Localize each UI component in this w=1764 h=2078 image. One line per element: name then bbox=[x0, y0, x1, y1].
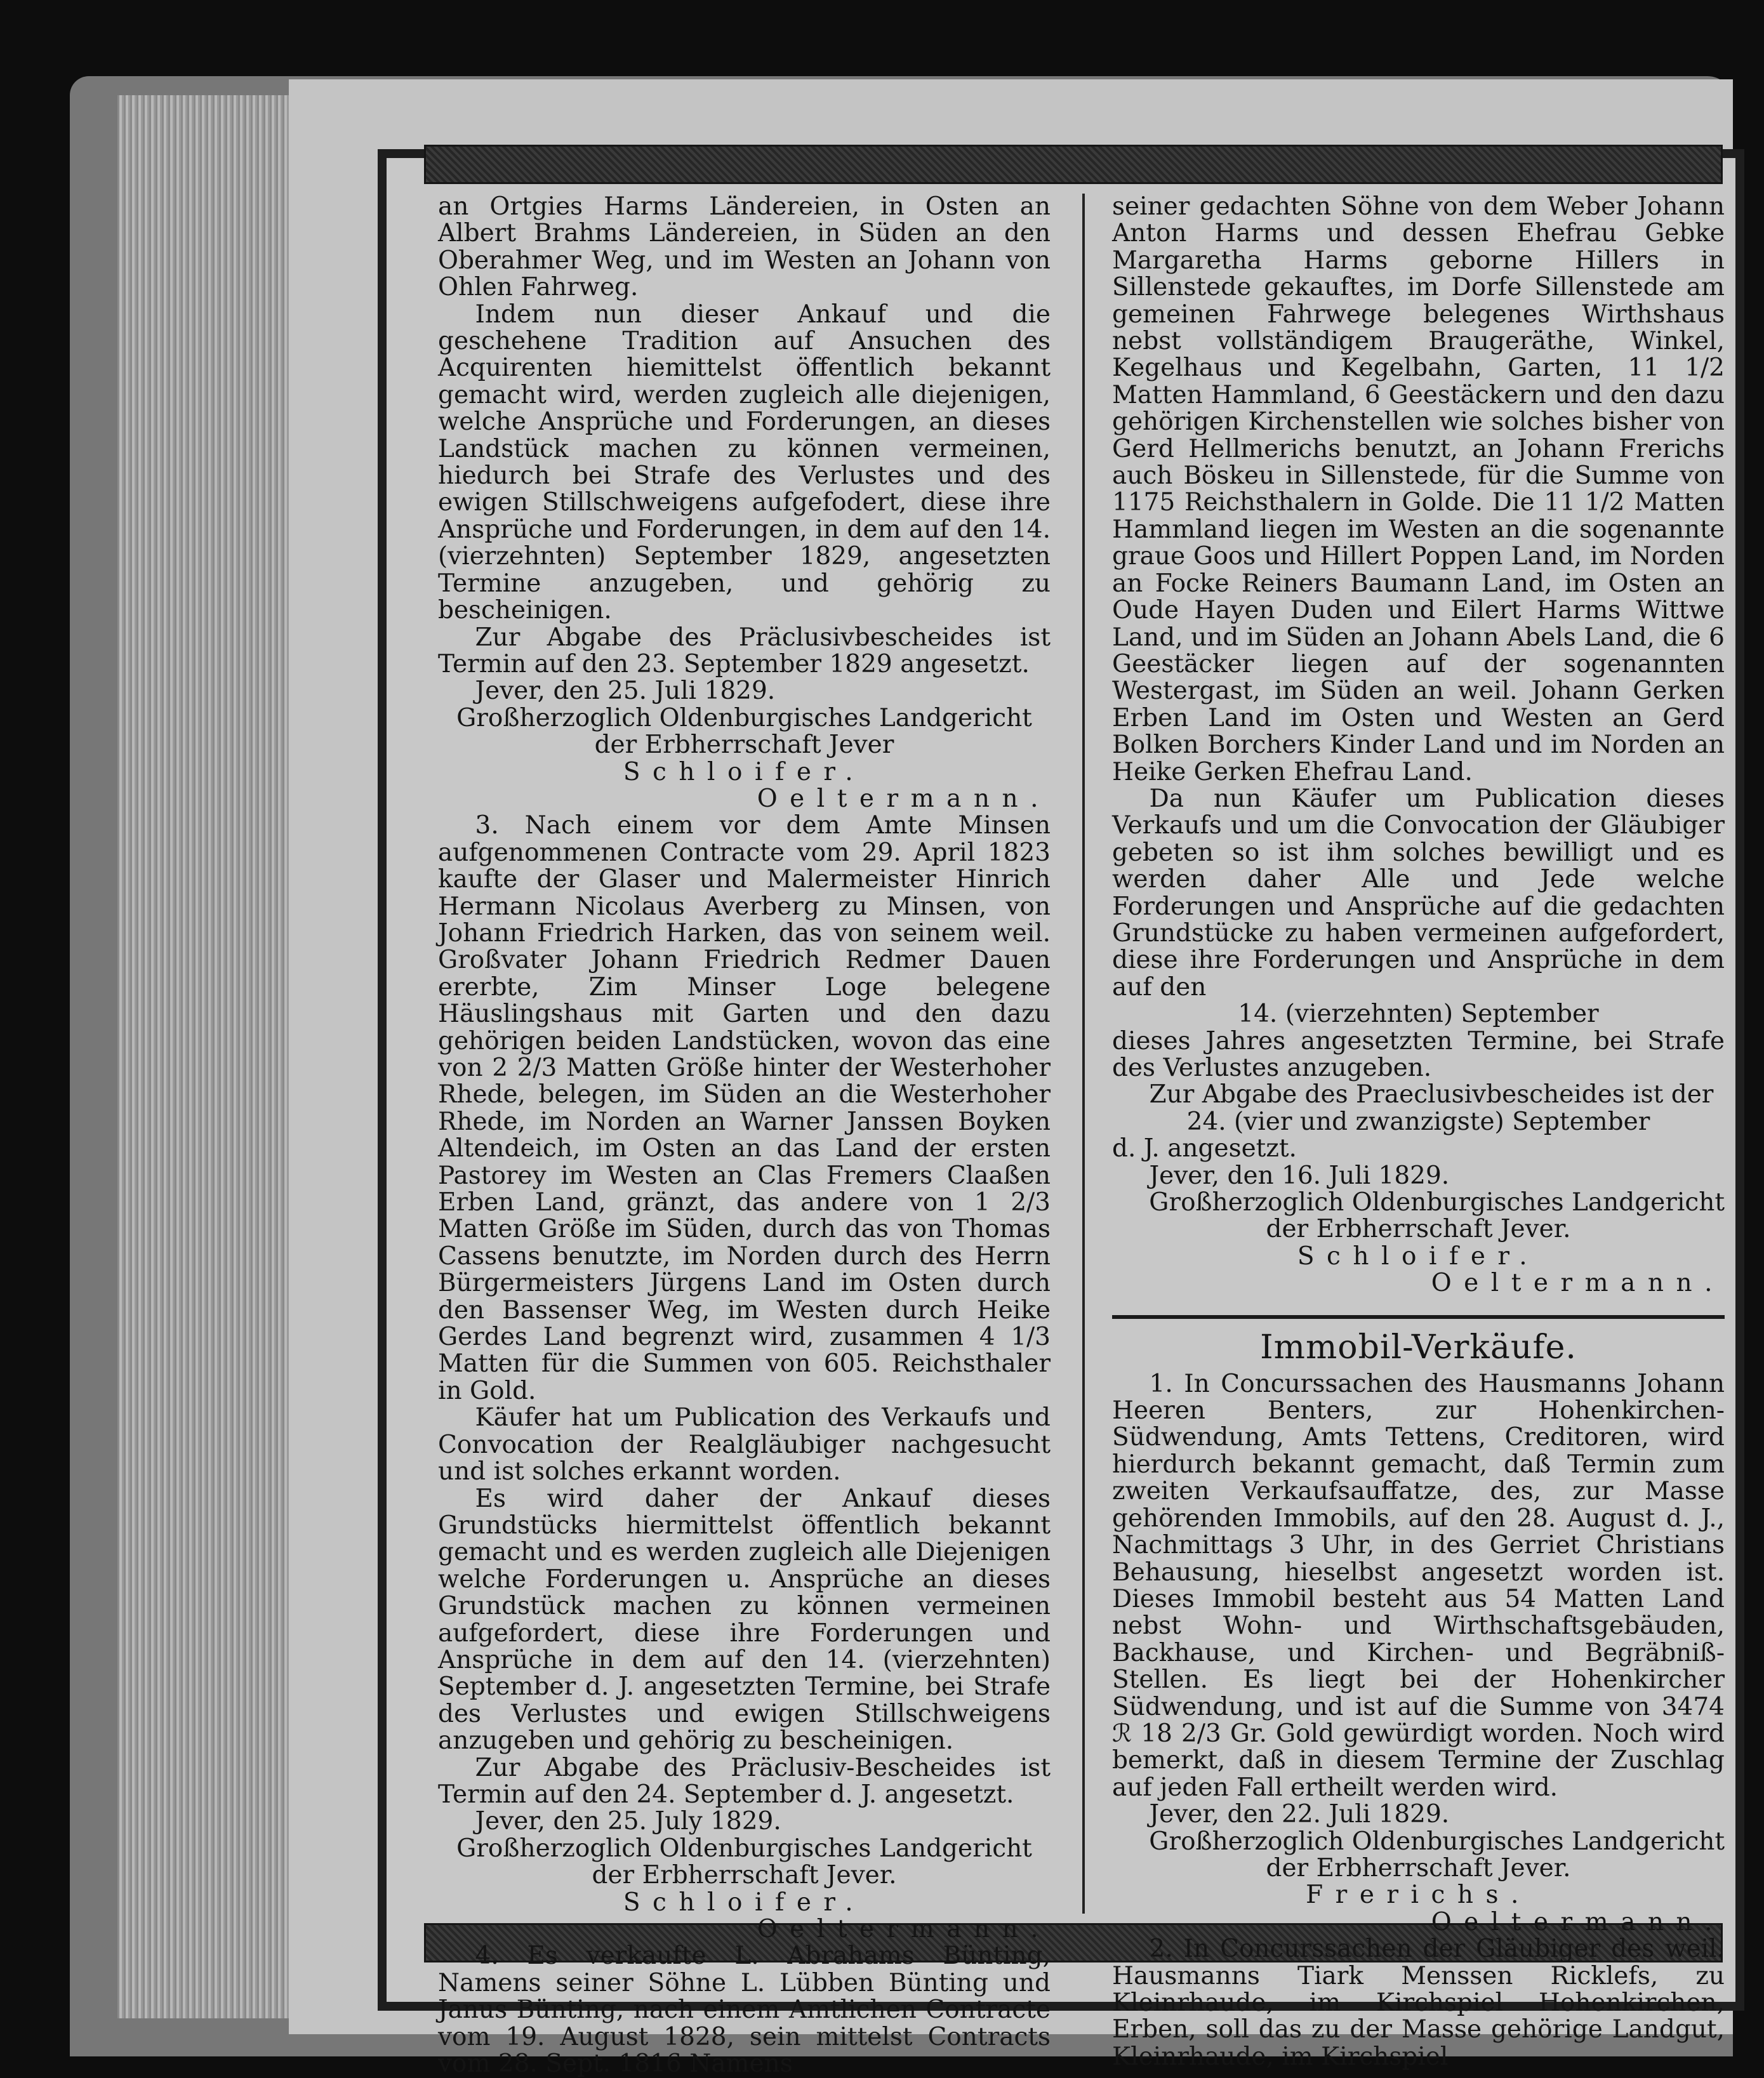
paragraph: d. J. angesetzt. bbox=[1112, 1134, 1297, 1163]
paragraph: Jever, den 22. Juli 1829. bbox=[1149, 1800, 1450, 1829]
paragraph: 3. Nach einem vor dem Amte Minsen aufgenommenen Contracte vom 29. April 1823 kaufte der Glaser und Malermeister Hinrich Hermann Nicolaus Averberg zu Minsen, von Johann Friedrich Harken, das von seinem weil. Großvater Johann Friedrich Redmer Dauen ererbte, Zim Minser Loge belegene Häuslingshaus mit Garten und den dazu gehörigen beiden Landstücken, wovon das eine von 2 2/3 Matten Größe hinter der Westerhoher Rhede, belegen, im Süden an die Westerhoher Rhede, im Norden an Warner Janssen Boyken Altendeich, im Osten an das Land der ersten Pastorey im Westen an Clas Fremers Claaßen Erben Land, gränzt, das andere von 1 2/3 Matten Größe im Süden, durch das von Thomas Cassens benutzte, im Norden durch des Herrn Bürgermeisters Jürgens Land im Osten durch den Bassenser Weg, im Westen durch Heike Gerdes Land begrenzt wird, zusammen 4 1/3 Matten für die Summen von 605. Reichsthaler in Gold. bbox=[438, 811, 1051, 1405]
paragraph: Oeltermann. bbox=[1431, 1907, 1725, 1936]
column-divider bbox=[1082, 194, 1085, 1914]
paragraph: Schloifer. bbox=[623, 1888, 866, 1917]
paragraph: Indem nun dieser Ankauf und die geschehene Tradition auf Ansuchen des Acquirenten hiemittelst öffentlich bekannt gemacht wird, werden zugleich alle diejenigen, welche Ansprüche und Forderungen, an dieses Landstück machen zu können vermeinen, hiedurch bei Strafe des Verlustes und des ewigen Stillschweigens aufgefodert, diese ihre Ansprüche und Forderungen, in dem auf den 14. (vierzehnten) September 1829, angesetzten Termine anzugeben, und gehörig zu bescheinigen. bbox=[438, 300, 1051, 625]
paragraph: der Erbherrschaft Jever. bbox=[1266, 1215, 1571, 1244]
top-ornament-bar bbox=[424, 145, 1723, 184]
paragraph: Schloifer. bbox=[1297, 1241, 1540, 1271]
paragraph: 14. (vierzehnten) September bbox=[1238, 1000, 1599, 1029]
page-edges bbox=[117, 95, 308, 2018]
paragraph: an Ortgies Harms Ländereien, in Osten an Albert Brahms Ländereien, in Süden an den Oberahmer Weg, und im Westen an Johann von Ohlen Fahrweg. bbox=[438, 192, 1051, 302]
paragraph: Da nun Käufer um Publication dieses Verkaufs und um die Convocation der Gläubiger gebeten so ist ihm solches bewilligt und es werden daher Alle und Jede welche Forderungen und Ansprüche auf die gedachten Grundstücke zu haben vermeinen aufgefordert, diese ihre Forderungen und Ansprüche in dem auf den bbox=[1112, 784, 1725, 1002]
paragraph: Jever, den 25. Juli 1829. bbox=[475, 677, 776, 706]
paragraph: Frerichs. bbox=[1306, 1881, 1531, 1910]
left-column bbox=[438, 194, 1051, 2077]
right-column bbox=[1112, 194, 1725, 2070]
paragraph: der Erbherrschaft Jever. bbox=[1266, 1853, 1571, 1883]
paragraph: seiner gedachten Söhne von dem Weber Johann Anton Harms und dessen Ehefrau Gebke Margaretha Harms geborne Hillers in Sillenstede gekauftes, im Dorfe Sillenstede am gemeinen Fahrwege belegenes Wirthshaus nebst vollständigem Braugeräthe, Winkel, Kegelhaus und Kegelbahn, Garten, 11 1/2 Matten Hammland, 6 Geestäckern und den dazu gehörigen Kirchenstellen wie solches bisher von Gerd Hellmerichs benutzt, an Johann Frerichs auch Böskeu in Sillenstede, für die Summe von 1175 Reichsthalern in Golde. Die 11 1/2 Matten Hammland liegen im Westen an die sogenannte graue Goos und Hillert Poppen Land, im Norden an Focke Reiners Baumann Land, im Osten an Oude Hayen Duden und Eilert Harms Wittwe Land, und im Süden an Johann Abels Land, die 6 Geestäcker liegen auf der sogenannten Westergast, im Süden an weil. Johann Gerken Erben Land im Osten und Westen an Gerd Bolken Borchers Kinder Land und im Norden an Heike Gerken Ehefrau Land. bbox=[1112, 192, 1725, 786]
paragraph: Es wird daher der Ankauf dieses Grundstücks hiermittelst öffentlich bekannt gemacht und es werden zugleich alle Diejenigen welche Forderungen u. Ansprüche an dieses Grundstück machen zu können vermeinen aufgefordert, diese ihre Forderungen und Ansprüche in dem auf den 14. (vierzehnten) September d. J. angesetzten Termine, bei Strafe des Verlustes und ewigen Stillschweigens anzugeben und gehörig zu bescheinigen. bbox=[438, 1484, 1051, 1756]
paragraph: Jever, den 25. July 1829. bbox=[475, 1807, 781, 1836]
right-column-notices bbox=[1112, 194, 1725, 1297]
paragraph: Großherzoglich Oldenburgisches Landgericht der Erbherrschaft Jever. bbox=[456, 1834, 1032, 1890]
paragraph: der Erbherrschaft Jever bbox=[594, 731, 894, 760]
paragraph: 4. Es verkaufte L. Abrahams Bünting, Namens seiner Söhne L. Lübben Bünting und Janus Bünting, nach einem Amtlichen Contracte vom 19. August 1828, sein mittelst Contracts vom 28. Sept. 1816 Namens bbox=[438, 1942, 1051, 2078]
paragraph: Großherzoglich Oldenburgisches Landgericht bbox=[1149, 1827, 1725, 1856]
paragraph: Zur Abgabe des Präclusivbescheides ist Termin auf den 23. September 1829 angesetzt. bbox=[438, 623, 1051, 678]
paragraph: 1. In Concurssachen des Hausmanns Johann Heeren Benters, zur Hohenkirchen-Südwendung, Amts Tettens, Creditoren, wird hierdurch bekannt gemacht, daß Termin zum zweiten Verkaufsauffatze, des, zur Masse gehörenden Immobils, auf den 28. August d. J., Nachmittags 3 Uhr, in des Gerriet Christians Behausung, hieselbst angesetzt worden ist. Dieses Immobil besteht aus 54 Matten Land nebst Wohn- und Wirthschaftsgebäuden, Backhause, und Kirchen- und Begräbniß-Stellen. Es liegt bei der Hohenkircher Südwendung, und ist auf die Summe von 3474 ℛ 18 2/3 Gr. Gold gewürdigt worden. Noch wird bemerkt, daß in diesem Termine der Zuschlag auf jeden Fall ertheilt werden wird. bbox=[1112, 1369, 1725, 1802]
paragraph: Zur Abgabe des Präclusiv-Bescheides ist Termin auf den 24. September d. J. angesetzt. bbox=[438, 1753, 1051, 1809]
section-heading: Immobil-Verkäufe. bbox=[1260, 1328, 1577, 1367]
paragraph: Oeltermann. bbox=[757, 784, 1051, 813]
section-rule bbox=[1112, 1315, 1725, 1319]
paragraph: Oeltermann. bbox=[757, 1915, 1051, 1943]
paragraph: Käufer hat um Publication des Verkaufs und Convocation der Realgläubiger nachgesucht und ist solches erkannt worden. bbox=[438, 1403, 1051, 1486]
paragraph: Jever, den 16. Juli 1829. bbox=[1149, 1161, 1450, 1190]
paragraph: Großherzoglich Oldenburgisches Landgericht bbox=[1149, 1188, 1725, 1217]
paragraph: Oeltermann. bbox=[1431, 1269, 1725, 1298]
paragraph: Zur Abgabe des Praeclusivbescheides ist der bbox=[1149, 1080, 1714, 1109]
paragraph: 2. In Concurssachen der Gläubiger des weil. Hausmanns Tiark Menssen Ricklefs, zu Kleinrhaude, im Kirchspiel Hohenkirchen, Erben, soll das zu der Masse gehörige Landgut, Kleinrhaude, im Kirchspiel bbox=[1112, 1935, 1725, 2071]
right-column-sale-notices bbox=[1112, 1371, 1725, 2071]
paragraph: dieses Jahres angesetzten Termine, bei Strafe des Verlustes anzugeben. bbox=[1112, 1026, 1725, 1082]
paragraph: Schloifer. bbox=[623, 757, 866, 786]
paragraph: Großherzoglich Oldenburgisches Landgericht bbox=[456, 703, 1032, 732]
paragraph: 24. (vier und zwanzigste) September bbox=[1186, 1107, 1650, 1136]
